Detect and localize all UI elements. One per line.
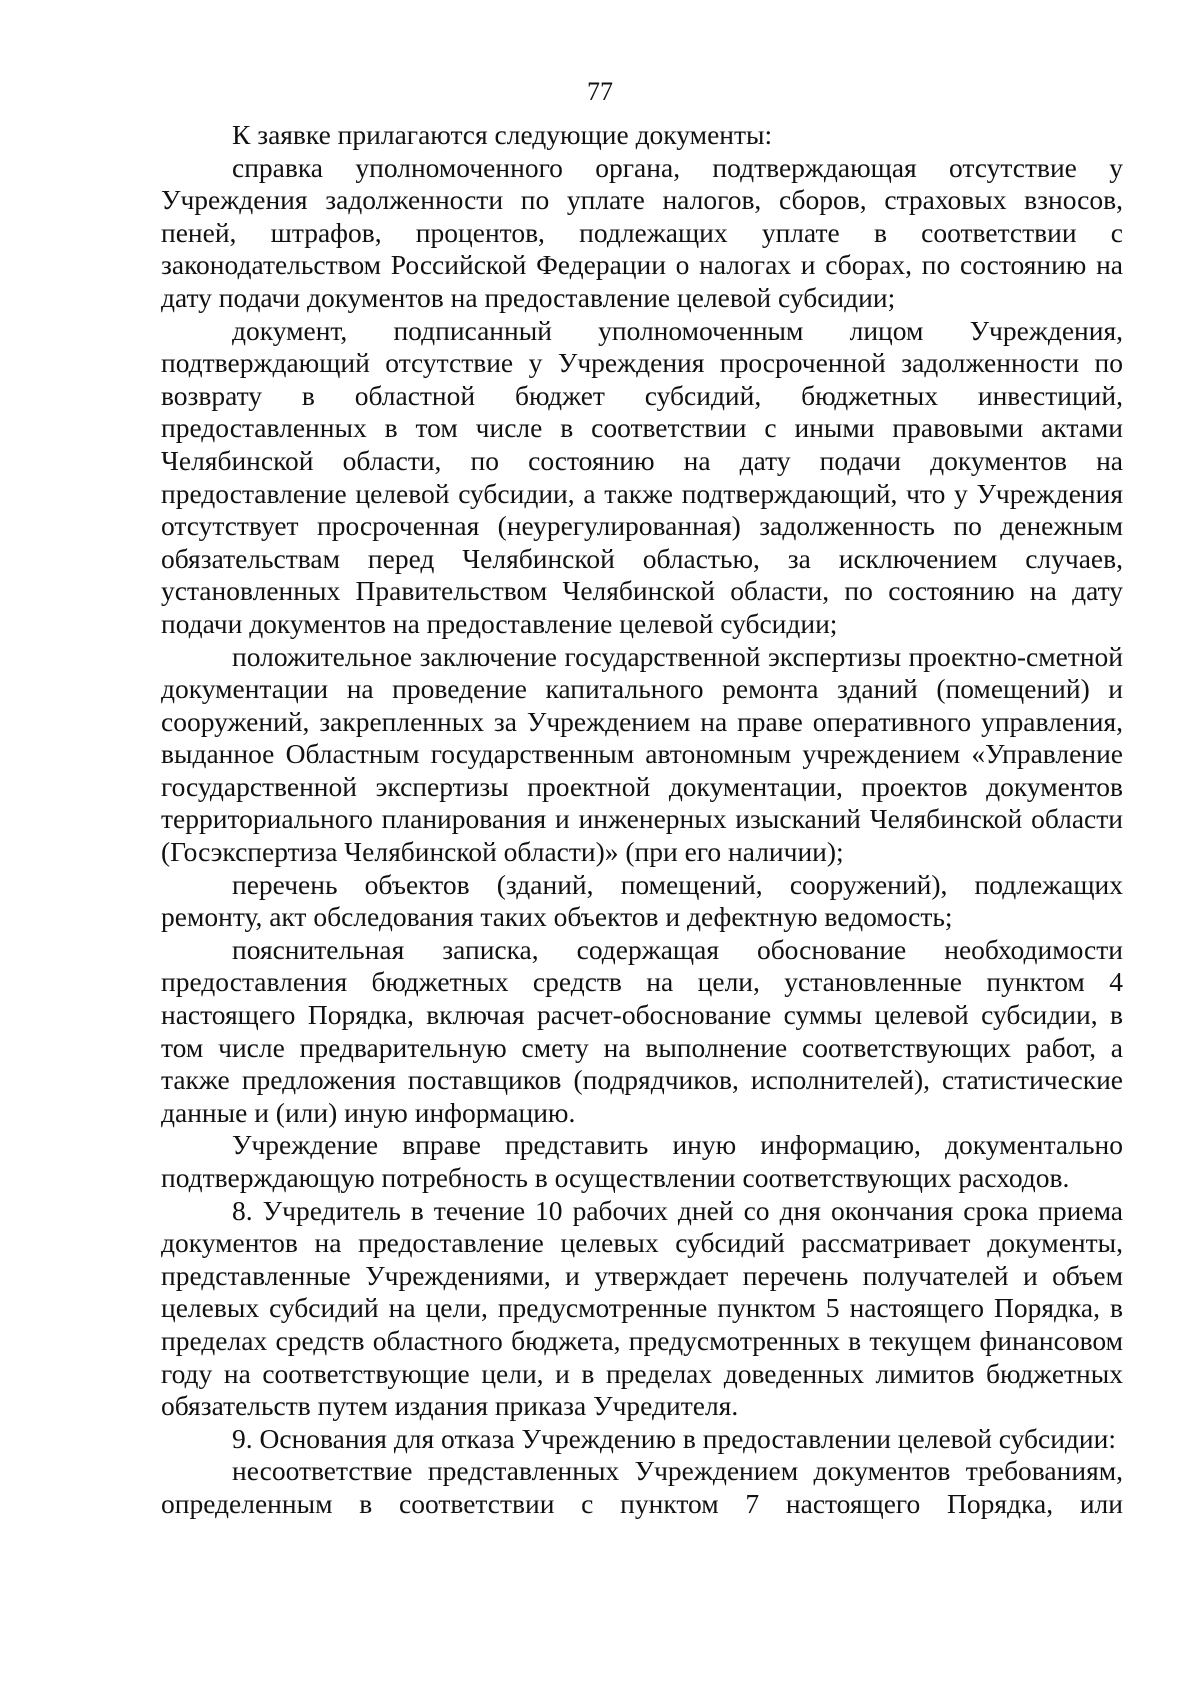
paragraph-refusal-ground: несоответствие представленных Учреждением документов требованиям, определенным в соответствии с пунктом 7 настоящего Порядка, или [161, 1455, 1123, 1519]
page-number: 77 [587, 77, 613, 106]
paragraph-item-9: 9. Основания для отказа Учреждению в предоставлении целевой субсидии: [232, 1422, 1117, 1454]
paragraph-no-debt-document: документ, подписанный уполномоченным лицом Учреждения, подтверждающий отсутствие у Учреждения просроченной задолженности по возврату в областной бюджет субсидий, бюджетных инвестиций, предоставленных в том числе в соответствии с иными правовыми актами Челябинской области, по состоянию на дату подачи документов на предоставление целевой субсидии, а также подтверждающий, что у Учреждения отсутствует просроченная (неурегулированная) задолженность по денежным обязательствам перед Челябинской областью, за исключением случаев, установленных Правительством Челябинской области, по состоянию на дату подачи документов на предоставление целевой субсидии; [161, 314, 1123, 639]
paragraph-additional-info: Учреждение вправе представить иную информацию, документально подтверждающую потребность в осуществлении соответствующих расходов. [161, 1129, 1123, 1193]
paragraph-objects-list: перечень объектов (зданий, помещений, сооружений), подлежащих ремонту, акт обследования таких объектов и дефектную ведомость; [161, 868, 1123, 933]
paragraph-expertise-conclusion: положительное заключение государственной экспертизы проектно-сметной документации на проведение капитального ремонта зданий (помещений) и сооружений, закрепленных за Учреждением на праве оперативного управления, выданное Областным государственным автономным учреждением «Управление государственной экспертизы проектной документации, проектов документов территориального планирования и инженерных изысканий Челябинской области (Госэкспертиза Челябинской области)» (при его наличии); [161, 640, 1123, 868]
document-body [161, 119, 1123, 1521]
paragraph-explanatory-note: пояснительная записка, содержащая обоснование необходимости предоставления бюджетных средств на цели, установленные пунктом 4 настоящего Порядка, включая расчет-обоснование суммы целевой субсидии, в том числе предварительную смету на выполнение соответствующих работ, а также предложения поставщиков (подрядчиков, исполнителей), статистические данные и (или) иную информацию. [161, 933, 1123, 1128]
paragraph-documents-intro: К заявке прилагаются следующие документы: [232, 119, 773, 150]
paragraph-item-8: 8. Учредитель в течение 10 рабочих дней со дня окончания срока приема документов на предоставление целевых субсидий рассматривает документы, представленные Учреждениями, и утверждает перечень получателей и объем целевых субсидий на цели, предусмотренные пунктом 5 настоящего Порядка, в пределах средств областного бюджета, предусмотренных в текущем финансовом году на соответствующие цели, и в пределах доведенных лимитов бюджетных обязательств путем издания приказа Учредителя. [161, 1194, 1123, 1422]
paragraph-tax-certificate: справка уполномоченного органа, подтверждающая отсутствие у Учреждения задолженности по уплате налогов, сборов, страховых взносов, пеней, штрафов, процентов, подлежащих уплате в соответствии с законодательством Российской Федерации о налогах и сборах, по состоянию на дату подачи документов на предоставление целевой субсидии; [161, 151, 1123, 313]
